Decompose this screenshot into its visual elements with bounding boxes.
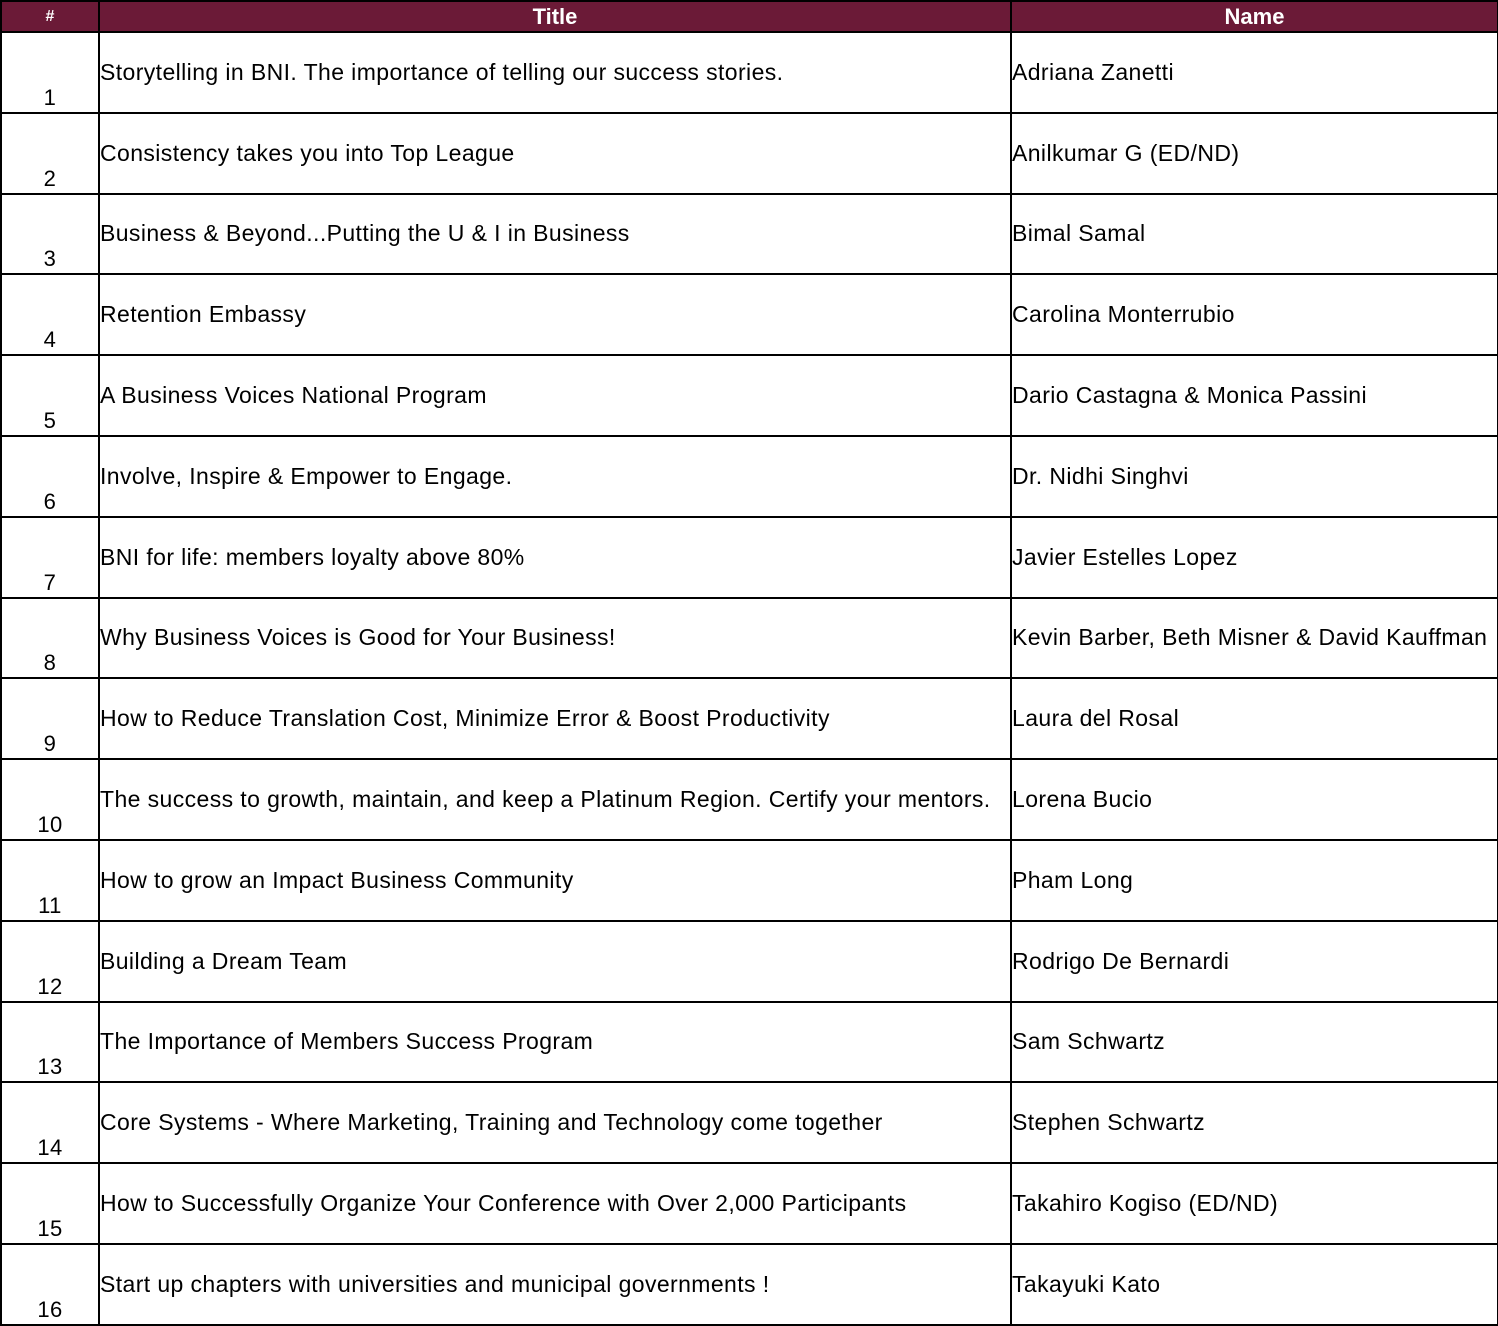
table-row: [1, 1244, 1498, 1325]
row-number: 13: [1, 1002, 99, 1083]
session-title: Why Business Voices is Good for Your Business!: [99, 598, 1011, 679]
speaker-name: Laura del Rosal: [1011, 678, 1498, 759]
table-header: [1, 1, 1498, 32]
row-number: 2: [1, 113, 99, 194]
row-number: 8: [1, 598, 99, 679]
session-title: Retention Embassy: [99, 274, 1011, 355]
table-row: [1, 759, 1498, 840]
header-name: Name: [1011, 1, 1498, 32]
speaker-name: Kevin Barber, Beth Misner & David Kauffman: [1011, 598, 1498, 679]
speaker-name: Anilkumar G (ED/ND): [1011, 113, 1498, 194]
row-number: 5: [1, 355, 99, 436]
session-title: Consistency takes you into Top League: [99, 113, 1011, 194]
session-title: A Business Voices National Program: [99, 355, 1011, 436]
table-body: [1, 32, 1498, 1325]
table-row: [1, 194, 1498, 275]
row-number: 10: [1, 759, 99, 840]
row-number: 7: [1, 517, 99, 598]
row-number: 4: [1, 274, 99, 355]
row-number: 11: [1, 840, 99, 921]
session-title: How to grow an Impact Business Community: [99, 840, 1011, 921]
session-title: How to Successfully Organize Your Conference with Over 2,000 Participants: [99, 1163, 1011, 1244]
table-row: [1, 113, 1498, 194]
table-row: [1, 1163, 1498, 1244]
speaker-name: Rodrigo De Bernardi: [1011, 921, 1498, 1002]
table-row: [1, 1082, 1498, 1163]
row-number: 3: [1, 194, 99, 275]
session-title: Start up chapters with universities and municipal governments !: [99, 1244, 1011, 1325]
speaker-name: Pham Long: [1011, 840, 1498, 921]
speaker-name: Takahiro Kogiso (ED/ND): [1011, 1163, 1498, 1244]
speaker-name: Dario Castagna & Monica Passini: [1011, 355, 1498, 436]
speaker-name: Bimal Samal: [1011, 194, 1498, 275]
session-title: Involve, Inspire & Empower to Engage.: [99, 436, 1011, 517]
table-row: [1, 678, 1498, 759]
row-number: 6: [1, 436, 99, 517]
session-title: Core Systems - Where Marketing, Training and Technology come together: [99, 1082, 1011, 1163]
speaker-name: Javier Estelles Lopez: [1011, 517, 1498, 598]
speaker-name: Adriana Zanetti: [1011, 32, 1498, 113]
session-title: The success to growth, maintain, and keep a Platinum Region. Certify your mentors.: [99, 759, 1011, 840]
session-title: How to Reduce Translation Cost, Minimize Error & Boost Productivity: [99, 678, 1011, 759]
speaker-name: Sam Schwartz: [1011, 1002, 1498, 1083]
speaker-name: Takayuki Kato: [1011, 1244, 1498, 1325]
table-row: [1, 921, 1498, 1002]
session-title: Storytelling in BNI. The importance of telling our success stories.: [99, 32, 1011, 113]
row-number: 16: [1, 1244, 99, 1325]
row-number: 14: [1, 1082, 99, 1163]
table-row: [1, 355, 1498, 436]
session-title: BNI for life: members loyalty above 80%: [99, 517, 1011, 598]
table-row: [1, 840, 1498, 921]
session-title: Business & Beyond...Putting the U & I in Business: [99, 194, 1011, 275]
table-row: [1, 598, 1498, 679]
row-number: 15: [1, 1163, 99, 1244]
session-title: Building a Dream Team: [99, 921, 1011, 1002]
row-number: 1: [1, 32, 99, 113]
speaker-name: Lorena Bucio: [1011, 759, 1498, 840]
row-number: 9: [1, 678, 99, 759]
table-row: [1, 1002, 1498, 1083]
speaker-name: Stephen Schwartz: [1011, 1082, 1498, 1163]
session-title: The Importance of Members Success Program: [99, 1002, 1011, 1083]
speaker-name: Dr. Nidhi Singhvi: [1011, 436, 1498, 517]
table-row: [1, 274, 1498, 355]
header-title: Title: [99, 1, 1011, 32]
header-number: #: [1, 1, 99, 32]
table-row: [1, 436, 1498, 517]
table-row: [1, 517, 1498, 598]
row-number: 12: [1, 921, 99, 1002]
header-row: [1, 1, 1498, 32]
table-row: [1, 32, 1498, 113]
speaker-name: Carolina Monterrubio: [1011, 274, 1498, 355]
